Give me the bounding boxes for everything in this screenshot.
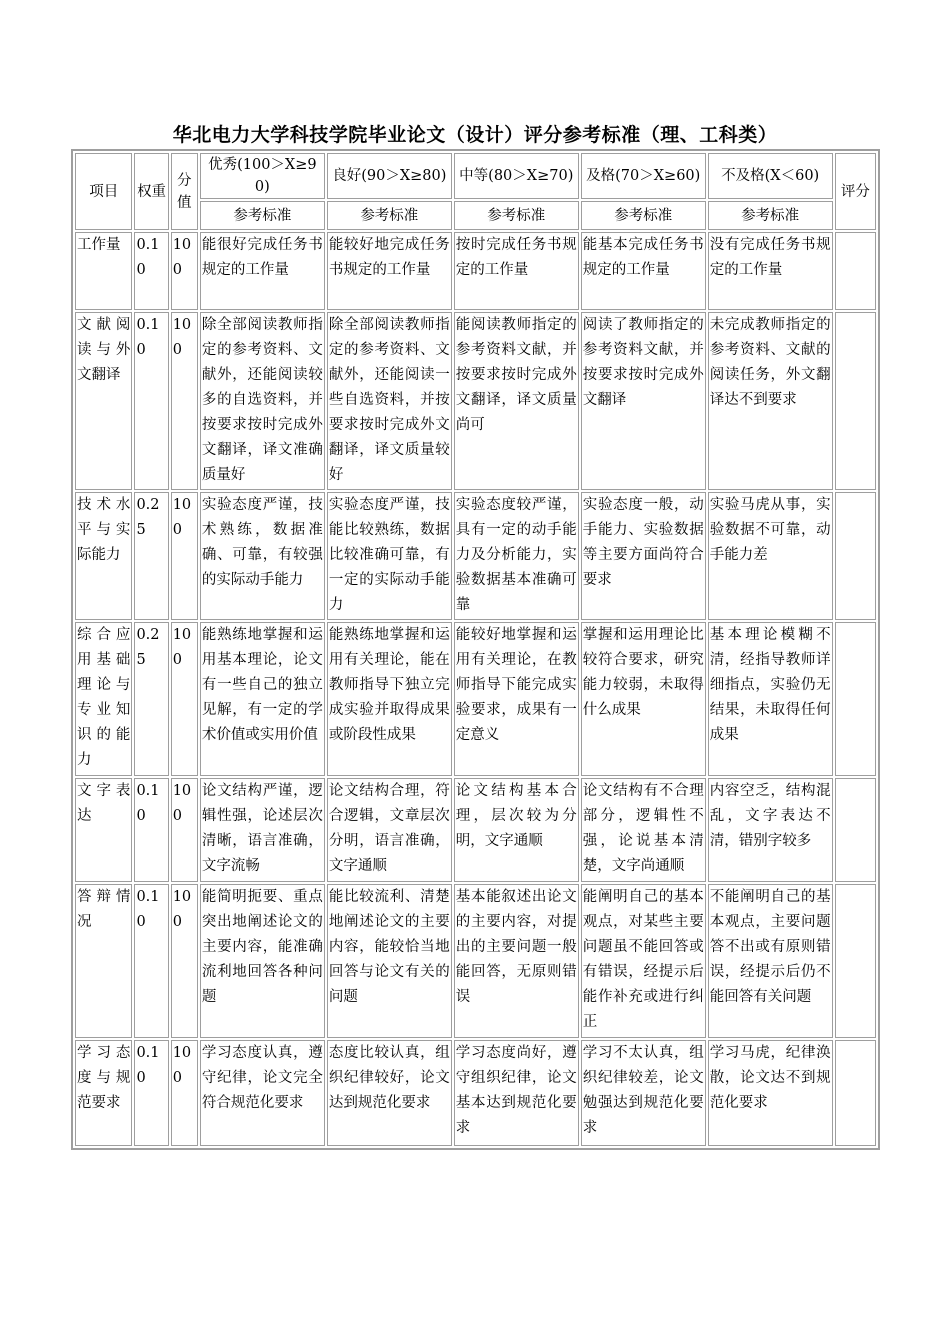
row-score: 100 [171,492,198,620]
row-score: 100 [171,778,198,882]
criteria-excellent: 能熟练地掌握和运用基本理论，论文有一些自己的独立见解，有一定的学术价值或实用价值 [200,622,325,776]
grading-table-wrapper [71,149,880,1150]
row-score: 100 [171,884,198,1038]
header-reference-standard: 参考标准 [327,201,452,230]
row-item: 答辩情况 [75,884,132,1038]
criteria-pass: 论文结构有不合理部分，逻辑性不强，论说基本清楚，文字尚通顺 [581,778,706,882]
criteria-medium: 论文结构基本合理，层次较为分明，文字通顺 [454,778,579,882]
table-row [75,884,876,1038]
rating-cell [835,884,876,1038]
criteria-medium: 按时完成任务书规定的工作量 [454,232,579,310]
row-score: 100 [171,312,198,490]
header-reference-standard: 参考标准 [200,201,325,230]
row-item: 工作量 [75,232,132,310]
criteria-fail: 基本理论模糊不清，经指导教师详细指点，实验仍无结果，未取得任何成果 [708,622,833,776]
criteria-fail: 没有完成任务书规定的工作量 [708,232,833,310]
row-item: 学习态度与规范要求 [75,1040,132,1146]
row-weight: 0.10 [134,312,168,490]
header-row-grades [75,153,876,199]
rating-cell [835,778,876,882]
header-grade-excellent: 优秀(100＞X≥90) [200,153,325,199]
criteria-pass: 掌握和运用理论比较符合要求，研究能力较弱，未取得什么成果 [581,622,706,776]
criteria-fail: 不能阐明自己的基本观点，主要问题答不出或有原则错误，经提示后仍不能回答有关问题 [708,884,833,1038]
header-grade-good: 良好(90＞X≥80) [327,153,452,199]
table-row [75,1040,876,1146]
criteria-good: 态度比较认真，组织纪律较好，论文达到规范化要求 [327,1040,452,1146]
row-score: 100 [171,622,198,776]
row-item: 综合应用基础理论与专业知识的能力 [75,622,132,776]
grading-table [71,149,880,1150]
criteria-pass: 能阐明自己的基本观点，对某些主要问题虽不能回答或有错误，经提示后能作补充或进行纠正 [581,884,706,1038]
header-rating: 评分 [835,153,876,230]
row-weight: 0.10 [134,1040,168,1146]
criteria-medium: 实验态度较严谨，具有一定的动手能力及分析能力，实验数据基本准确可靠 [454,492,579,620]
rating-cell [835,492,876,620]
criteria-pass: 阅读了教师指定的参考资料文献，并按要求按时完成外文翻译 [581,312,706,490]
criteria-pass: 学习不太认真，组织纪律较差，论文勉强达到规范化要求 [581,1040,706,1146]
criteria-fail: 实验马虎从事，实验数据不可靠，动手能力差 [708,492,833,620]
criteria-medium: 基本能叙述出论文的主要内容，对提出的主要问题一般能回答，无原则错误 [454,884,579,1038]
page-title: 华北电力大学科技学院毕业论文（设计）评分参考标准（理、工科类） [172,124,778,146]
rating-cell [835,312,876,490]
row-score: 100 [171,232,198,310]
criteria-medium: 学习态度尚好，遵守组织纪律，论文基本达到规范化要求 [454,1040,579,1146]
row-weight: 0.25 [134,492,168,620]
criteria-pass: 实验态度一般，动手能力、实验数据等主要方面尚符合要求 [581,492,706,620]
row-weight: 0.10 [134,778,168,882]
criteria-good: 除全部阅读教师指定的参考资料、文献外，还能阅读一些自选资料，并按要求按时完成外文翻译，译文质量较好 [327,312,452,490]
header-reference-standard: 参考标准 [708,201,833,230]
criteria-medium: 能阅读教师指定的参考资料文献，并按要求按时完成外文翻译，译文质量尚可 [454,312,579,490]
row-weight: 0.10 [134,884,168,1038]
criteria-excellent: 能很好完成任务书规定的工作量 [200,232,325,310]
criteria-pass: 能基本完成任务书规定的工作量 [581,232,706,310]
table-row [75,778,876,882]
criteria-excellent: 除全部阅读教师指定的参考资料、文献外，还能阅读较多的自选资料，并按要求按时完成外文翻译，译文准确质量好 [200,312,325,490]
header-weight: 权重 [134,153,168,230]
header-grade-pass: 及格(70＞X≥60) [581,153,706,199]
criteria-fail: 内容空乏，结构混乱，文字表达不清，错别字较多 [708,778,833,882]
criteria-fail: 学习马虎，纪律涣散，论文达不到规范化要求 [708,1040,833,1146]
row-weight: 0.25 [134,622,168,776]
table-row [75,232,876,310]
criteria-excellent: 学习态度认真，遵守纪律，论文完全符合规范化要求 [200,1040,325,1146]
rating-cell [835,232,876,310]
criteria-good: 能较好地完成任务书规定的工作量 [327,232,452,310]
row-item: 文字表达 [75,778,132,882]
header-item: 项目 [75,153,132,230]
table-row [75,492,876,620]
header-grade-medium: 中等(80＞X≥70) [454,153,579,199]
row-item: 技术水平与实际能力 [75,492,132,620]
table-row [75,622,876,776]
criteria-good: 论文结构合理，符合逻辑，文章层次分明，语言准确，文字通顺 [327,778,452,882]
criteria-good: 实验态度严谨，技能比较熟练，数据比较准确可靠，有一定的实际动手能力 [327,492,452,620]
header-grade-fail: 不及格(X＜60) [708,153,833,199]
criteria-excellent: 能简明扼要、重点突出地阐述论文的主要内容，能准确流利地回答各种问题 [200,884,325,1038]
criteria-excellent: 论文结构严谨，逻辑性强，论述层次清晰，语言准确，文字流畅 [200,778,325,882]
criteria-excellent: 实验态度严谨，技术熟练，数据准确、可靠，有较强的实际动手能力 [200,492,325,620]
table-row [75,312,876,490]
criteria-good: 能熟练地掌握和运用有关理论，能在教师指导下独立完成实验并取得成果或阶段性成果 [327,622,452,776]
row-item: 文献阅读与外文翻译 [75,312,132,490]
rating-cell [835,1040,876,1146]
row-score: 100 [171,1040,198,1146]
criteria-fail: 未完成教师指定的参考资料、文献的阅读任务，外文翻译达不到要求 [708,312,833,490]
header-reference-standard: 参考标准 [581,201,706,230]
row-weight: 0.10 [134,232,168,310]
header-reference-standard: 参考标准 [454,201,579,230]
criteria-medium: 能较好地掌握和运用有关理论，在教师指导下能完成实验要求，成果有一定意义 [454,622,579,776]
rating-cell [835,622,876,776]
criteria-good: 能比较流利、清楚地阐述论文的主要内容，能较恰当地回答与论文有关的问题 [327,884,452,1038]
header-score: 分值 [171,153,198,230]
